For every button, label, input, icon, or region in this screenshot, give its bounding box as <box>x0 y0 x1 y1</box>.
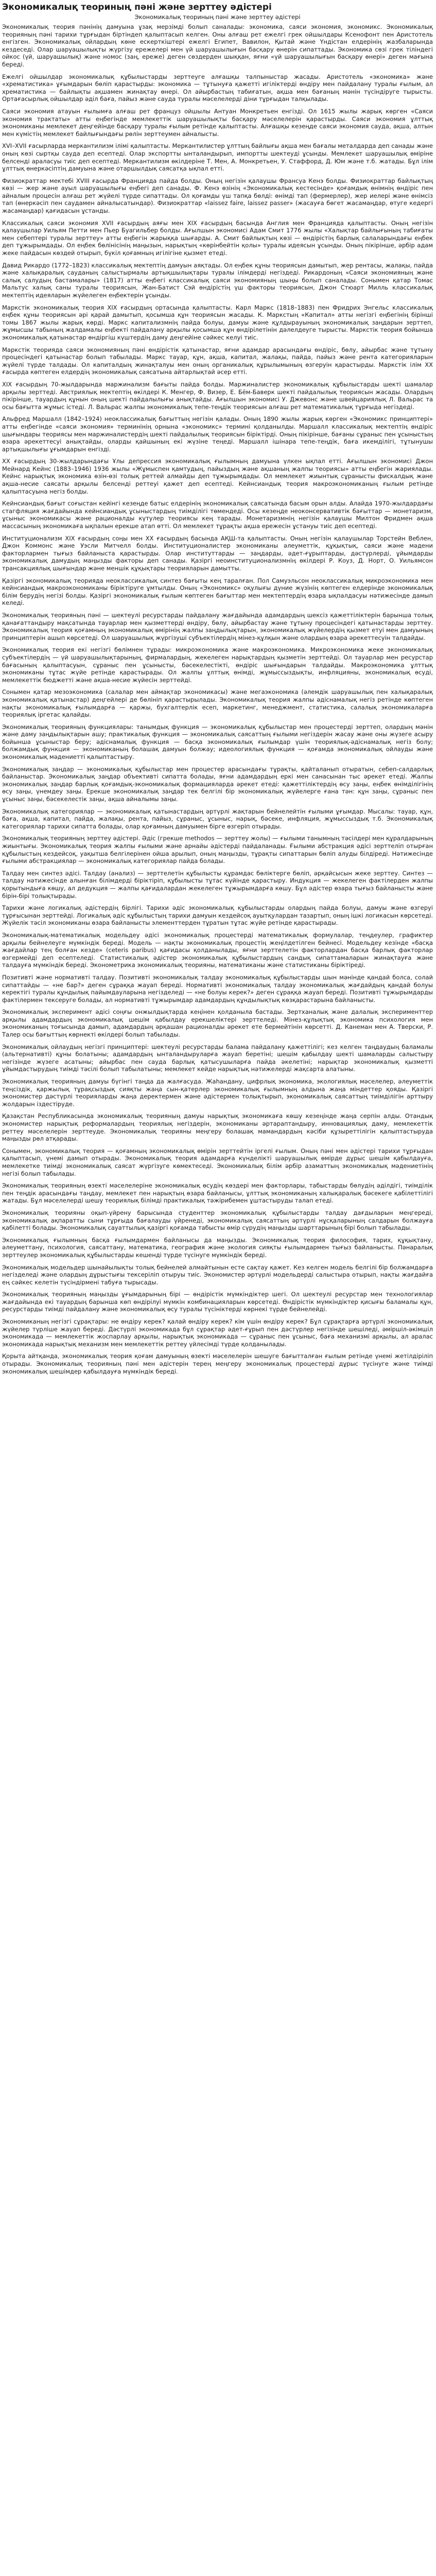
paragraph: Давид Рикардо (1772–1823) классикалық мектептің дамуын аяқтады. Ол еңбек құны теориясын дамытып, жер рентасы, жалақы, пайда және халықаралық сауданың салыстырмалы артықшылықтары туралы ілімдерді негіздеді. Рикардоның «Саяси экономияның және салық салудың бастамалары» (1817) атты еңбегі классикалық саяси экономияның шыңы болып саналады. Сонымен қатар Томас Мальтус халық саны туралы теориясын, Жан-Батист Сэй өндірістің үш факторы теориясын, Джон Стюарт Милль классикалық мектептің идеяларын жүйелеген еңбектерін ұсынды. <box>2 261 433 299</box>
paragraph: Экономикалық теорияның пәні — шектеулі ресурстарды пайдалану жағдайында адамдардың шексіз қажеттіліктерін барынша толық қанағаттандыру мақсатында тауарлар мен қызметтерді өндіру, бөлу, айырбастау және тұтыну процесіндегі қатынастарды зерттеу. Экономикалық теория қоғамның экономикалық өмірінің жалпы заңдылықтарын, экономикалық жүйелердің қызмет етуі мен дамуының принциптерін ашып көрсетеді. Ол шаруашылық жүргізуші субъектілердің мінез-құлқын және олардың өзара әрекеттесуін талдайды. <box>2 611 433 641</box>
paragraph: Маркстік экономикалық теория XIX ғасырдың ортасында қалыптасты. Карл Маркс (1818–1883) пен Фридрих Энгельс классикалық еңбек құны теориясын әрі қарай дамытып, қосымша құн теориясын жасады. К. Маркстың «Капитал» атты негізгі еңбегінің бірінші томы 1867 жылы жарық көрді. Маркс капитализмнің пайда болуы, дамуы және құлдырауының экономикалық заңдарын зерттеп, жұмысшы табының жалдамалы еңбекті пайдалану арқылы қосымша құн өндірілетінін дәлелдеуге тырысты. Маркстік теория бойынша экономикалық қатынастар өндіргіш күштердің даму деңгейіне сәйкес келуі тиіс. <box>2 303 433 341</box>
paragraph: Экономикалық теорияны оқып-үйрену барысында студенттер экономикалық құбылыстарды талдау дағдыларын меңгереді, экономикалық ақпаратты сыни тұрғыда бағалауды үйренеді, экономикалық саясаттың әртүрлі нұсқаларының салдарын болжауға қабілетті болады. Экономикалық сауаттылық қазіргі қоғамда табысты өмір сүрудің маңызды шарттарының бірі болып табылады. <box>2 1209 433 1232</box>
paragraph: Экономикалық ғылымның басқа ғылымдармен байланысы да маңызды. Экономикалық теория философия, тарих, құқықтану, әлеуметтану, психология, саясаттану, математика, география және экология сияқты ғылымдармен тығыз байланысты. Пәнаралық зерттеулер экономикалық құбылыстарды кешенді түрде түсінуге мүмкіндік береді. <box>2 1236 433 1259</box>
paragraph: Экономикалық эксперимент әдісі соңғы онжылдықтарда кеңінен қолданыла бастады. Зертханалық және далалық эксперименттер арқылы адамдардың экономикалық шешім қабылдау ерекшеліктері зерттеледі. Мінез-құлықтық экономика психология мен экономиканың тоғысында дамып, адамдардың әрқашан рационалды әрекет ете бермейтінін көрсетті. Д. Канеман мен А. Тверски, Р. Талер осы бағыттың көрнекті өкілдері болып табылады. <box>2 1008 433 1039</box>
paragraph: Экономикалық теорияның өзекті мәселелеріне экономикалық өсудің көздері мен факторлары, табыстарды бөлудің әділдігі, тиімділік пен теңдік арасындағы таңдау, мемлекет пен нарықтың өзара байланысы, ұлттық экономиканың халықаралық бәсекеге қабілеттілігі жатады. Бұл мәселелерді шешу теориялық білімді практикалық тәжірибемен ұштастыруды талап етеді. <box>2 1182 433 1205</box>
page-subtitle: Экономикалық теориның пәні және зерттеу әдістері <box>134 13 301 21</box>
paragraph: XVI–XVII ғасырларда меркантилизм ілімі қалыптасты. Меркантилистер ұлттың байлығы ақша мен бағалы металдарда деп санады және оның көзі сыртқы сауда деп есептеді. Олар экспортты ынталандырып, импортты шектеуді ұсынды. Мемлекет шаруашылық өміріне белсенді араласуы тиіс деп есептеді. Меркантилизм өкілдеріне Т. Мен, А. Монкретьен, У. Стаффорд, Д. Юм және т.б. жатады. Бұл ілім ұлттық өнеркәсіптің дамуына және отаршылдық саясатқа ықпал етті. <box>2 142 433 173</box>
paragraph: Қазіргі экономикалық теорияда неоклассикалық синтез бағыты кең таралған. Пол Самуэльсон неоклассикалық микроэкономика мен кейнсиандық макроэкономиканы біріктіруге ұмтылды. Оның «Экономикс» оқулығы дүние жүзінің көптеген елдерінде экономикалық білім берудің негізі болды. Қазіргі экономикалық ғылым көптеген бағыттар мен мектептердің өзара ықпалдасуы нәтижесінде дамып келеді. <box>2 577 433 607</box>
paragraph: Экономикалық теорияның зерттеу әдістері. Әдіс (грекше methodos — зерттеу жолы) — ғылыми танымның тәсілдері мен құралдарының жиынтығы. Экономикалық теория жалпы ғылыми және арнайы әдістерді пайдаланады. Ғылыми абстракция әдісі зерттеліп отырған құбылыстың кездейсоқ, уақытша белгілерінен ойша арылып, оның маңызды, тұрақты сипаттарын бөліп алуды білдіреді. Нәтижесінде ғылыми абстракциялар — экономикалық категориялар пайда болады. <box>2 835 433 865</box>
paragraph: Экономикалық категориялар — экономикалық қатынастардың әртүрлі жақтарын бейнелейтін ғылыми ұғымдар. Мысалы: тауар, құн, баға, ақша, капитал, пайда, жалақы, рента, пайыз, сұраныс, ұсыныс, нарық, бәсеке, инфляция, жұмыссыздық т.б. Экономикалық категориялар тарихи сипатта болады, олар қоғамның дамуымен бірге өзгеріп отырады. <box>2 807 433 830</box>
paragraph: XX ғасырдың 30-жылдарындағы Ұлы депрессия экономикалық ғылымның дамуына үлкен ықпал етті. Ағылшын экономисі Джон Мейнард Кейнс (1883–1946) 1936 жылы «Жұмыспен қамтудың, пайыздың және ақшаның жалпы теориясы» атты еңбегін жариялады. Кейнс нарықтық экономика өзін-өзі толық реттей алмайды деп тұжырымдады. Ол мемлекет жиынтық сұранысты фискалдық және ақша-несие саясаты арқылы белсенді реттеуі қажет деп есептеді. Кейнсиандық теория макроэкономиканың ғылым ретінде қалыптасуына негіз болды. <box>2 457 433 495</box>
paragraph: Сонымен қатар мезоэкономика (салалар мен аймақтар экономикасы) және мегаэкономика (әлемдік шаруашылық пен халықаралық экономикалық қатынастар) деңгейлері де бөлініп қарастырылады. Экономикалық теория жалпы әдіснамалық негіз ретінде көптеген нақты экономикалық ғылымдарға — қаржы, бухгалтерлік есеп, маркетинг, менеджмент, статистика, салалық экономикаларға теориялық іргетас қалайды. <box>2 688 433 719</box>
paragraph: Экономикалық теорияның маңызды ұғымдарының бірі — өндірістік мүмкіндіктер шегі. Ол шектеулі ресурстар мен технологиялар жағдайында екі тауардың барынша көп өндірілуі мүмкін комбинацияларын көрсетеді. Өндірістік мүмкіндіктер қисығы баламалы құн, ресурстарды тиімді пайдалану және экономикалық өсу туралы түсініктерді көрнекі түрде бейнелейді. <box>2 1291 433 1313</box>
paragraph: Позитивті және нормативті талдау. Позитивті экономикалық талдау экономикалық құбылыстарды шын мәнінде қандай болса, солай сипаттайды — «не бар?» деген сұраққа жауап береді. Нормативті экономикалық талдау экономикалық жағдайдың қандай болуы керектігі туралы құндылық пайымдауларына негізделеді — «не болуы керек?» деген сұраққа жауап береді. Позитивті тұжырымдарды фактілермен тексеруге болады, ал нормативті тұжырымдар адамдардың құндылықтық көзқарастарына байланысты. <box>2 973 433 1004</box>
paragraph: Экономиканың негізгі сұрақтары: не өндіру керек? қалай өндіру керек? кім үшін өндіру керек? Бұл сұрақтарға әртүрлі экономикалық жүйелер түрліше жауап береді. Дәстүрлі экономикада бұл сұрақтар әдет-ғұрып пен дәстүрлер негізінде шешіледі, әміршіл-әкімшіл экономикада — мемлекеттік жоспарлау арқылы, нарықтық экономикада — сұраныс пен ұсыныс, баға механизмі арқылы, ал аралас экономикада нарықтық механизм мен мемлекеттік реттеу үйлесімді түрде қолданылады. <box>2 1318 433 1348</box>
paragraph: Институционализм XIX ғасырдың соңы мен XX ғасырдың басында АҚШ-та қалыптасты. Оның негізін қалаушылар Торстейн Веблен, Джон Коммонс және Уэсли Митчелл болды. Институционалистер экономиканы әлеуметтік, құқықтық, саяси және мәдени факторлармен тығыз байланыста қарастырды. Олар институттарды — заңдарды, әдет-ғұрыптарды, дәстүрлерді, ұйымдарды экономикалық дамудың маңызды факторы деп санады. Қазіргі неоинституционализмнің өкілдері Р. Коуз, Д. Норт, О. Уильямсон трансакциялық шығындар және меншік құқықтары теорияларын дамытты. <box>2 534 433 572</box>
paragraph: Маркстік теорияда саяси экономияның пәні өндірістік қатынастар, яғни адамдар арасындағы өндіріс, бөлу, айырбас және тұтыну процесіндегі қатынастар болып табылады. Маркс тауар, құн, ақша, капитал, жалақы, пайда, пайыз және рента категорияларын жүйелі түрде талдады. Ол капиталдың жинақталуы мен оның органикалық құрылымының өзгеруін қарастырды. Маркстік ілім XX ғасырда көптеген елдердің экономикалық саясатына айтарлықтай әсер етті. <box>2 346 433 376</box>
paragraph: Физиократтар мектебі XVIII ғасырда Францияда пайда болды. Оның негізін қалаушы Франсуа Кенэ болды. Физиократтар байлықтың көзі — жер және ауыл шаруашылығы еңбегі деп санады. Ф. Кенэ өзінің «Экономикалық кестесінде» қоғамдық өнімнің өндіріс пен айналым процесін алғаш рет жүйелі түрде сипаттады. Ол қоғамды үш тапқа бөлді: өнімді тап (фермерлер), жер иелері және өнімсіз тап (өнеркәсіп пен саудамен айналысатындар). Физиократтар «laissez faire, laissez passer» (жасауға бөгет жасамаңдар, өтуге кедергі жасамаңдар) қағидасын ұстанды. <box>2 177 433 215</box>
paragraph: Сонымен, экономикалық теория — қоғамның экономикалық өмірін зерттейтін іргелі ғылым. Оның пәні мен әдістері тарихи тұрғыдан қалыптасып, үнемі дамып отырады. Экономикалық теория адамдарға күнделікті шаруашылық өмірде дұрыс шешім қабылдауға, мемлекетке тиімді экономикалық саясат жүргізуге көмектеседі. Экономикалық білім әрбір азаматтың экономикалық мәдениетінің негізі болып табылады. <box>2 1147 433 1177</box>
paragraph: Классикалық саяси экономия XVII ғасырдың аяғы мен XIX ғасырдың басында Англия мен Францияда қалыптасты. Оның негізін қалаушылар Уильям Петти мен Пьер Буагильбер болды. Ағылшын экономисі Адам Смит 1776 жылы «Халықтар байлығының табиғаты мен себептері туралы зерттеу» атты еңбегін жарыққа шығарды. А. Смит байлықтың көзі — өндірістің барлық салаларындағы еңбек деп тұжырымдады. Ол еңбек бөлінісінің маңызын, нарықтың «көрінбейтін қолы» туралы идеясын ұсынды. Оның пікірінше, әрбір адам жеке пайдасын көздей отырып, бүкіл қоғамның игілігіне қызмет етеді. <box>2 219 433 257</box>
paragraph: Экономикалық модельдер шынайылықты толық бейнелей алмайтынын есте сақтау қажет. Кез келген модель белгілі бір болжамдарға негізделеді және олардың дұрыстығы тексеріліп отыруы тиіс. Экономистер әртүрлі модельдерді салыстыра отырып, нақты жағдайға ең сәйкес келетін түсіндірмені табуға тырысады. <box>2 1263 433 1286</box>
article-body <box>2 23 433 1375</box>
paragraph: Альфред Маршалл (1842–1924) неоклассикалық бағыттың негізін қалады. Оның 1890 жылы жарық көрген «Экономикс принциптері» атты еңбегінде «саяси экономия» терминінің орнына «экономикс» термині қолданылды. Маршалл классикалық мектептің өндіріс шығындары теориясы мен маржиналистердің шекті пайдалылық теориясын біріктірді. Оның пікірінше, бағаны сұраныс пен ұсыныстың өзара әрекеттесуі анықтайды, оларды қайшының екі жүзіне теңеді. Маршалл ішінара тепе-теңдік, баға икемділігі, тұтынушы артықшылығы ұғымдарын енгізді. <box>2 415 433 453</box>
paragraph: Талдау мен синтез әдісі. Талдау (анализ) — зерттелетін құбылысты құрамдас бөліктерге бөліп, әрқайсысын жеке зерттеу. Синтез — талдау нәтижесінде алынған білімдерді біріктіріп, құбылысты тұтас күйінде қарастыру. Индукция — жекелеген фактілерден жалпы қорытындыға көшу, ал дедукция — жалпы қағидалардан жекелеген тұжырымдарға көшу. Бұл әдістер өзара тығыз байланысты және бірін-бірі толықтырады. <box>2 869 433 900</box>
paragraph: Тарихи және логикалық әдістердің бірлігі. Тарихи әдіс экономикалық құбылыстарды олардың пайда болуы, дамуы және өзгеруі тұрғысынан зерттейді. Логикалық әдіс құбылыстың тарихи дамуын кездейсоқ ауытқулардан тазартып, оның ішкі логикасын көрсетеді. Жүйелік тәсіл экономиканы өзара байланысты элементтерден тұратын тұтас жүйе ретінде қарастырады. <box>2 904 433 927</box>
paragraph: Экономикалық заңдар — экономикалық құбылыстар мен процестер арасындағы тұрақты, қайталанып отыратын, себеп-салдарлық байланыстар. Экономикалық заңдар объективті сипатта болады, яғни адамдардың еркі мен санасынан тыс әрекет етеді. Жалпы экономикалық заңдар барлық қоғамдық-экономикалық формацияларда әрекет етеді: қажеттіліктердің өсу заңы, еңбек өнімділігінің өсу заңы, үнемдеу заңы. Ерекше экономикалық заңдар тек белгілі бір экономикалық жүйелерге ғана тән: құн заңы, сұраныс пен ұсыныс заңы, бәсекелестік заңы, ақша айналымы заңы. <box>2 765 433 803</box>
paragraph: XIX ғасырдың 70-жылдарында маржинализм бағыты пайда болды. Маржиналистер экономикалық құбылыстарды шекті шамалар арқылы зерттеді. Австриялық мектептің өкілдері К. Менгер, Ф. Визер, Е. Бём-Баверк шекті пайдалылық теориясын жасады. Олардың пікірінше, тауардың құнын оның шекті пайдалылығы анықтайды. Ағылшын экономисі У. Джевонс және швейцариялық Л. Вальрас та осы бағытта жұмыс істеді. Л. Вальрас жалпы экономикалық тепе-теңдік теориясын алғаш рет математикалық тұрғыда негіздеді. <box>2 380 433 411</box>
paragraph: Экономикалық теория екі негізгі бөлімнен тұрады: микроэкономика және макроэкономика. Микроэкономика жеке экономикалық субъектілердің — үй шаруашылықтарының, фирмалардың, жекелеген нарықтардың қызметін зерттейді. Ол тауарлар мен ресурстар бағасының қалыптасуын, сұраныс пен ұсынысты, бәсекелестікті, өндіріс шығындарын талдайды. Макроэкономика ұлттық экономиканы тұтас жүйе ретінде қарастырады. Ол жалпы ұлттық өнімді, жұмыссыздықты, инфляцияны, экономикалық өсуді, мемлекеттік бюджетті және ақша-несие жүйесін зерттейді. <box>2 646 433 684</box>
paragraph: Қазақстан Республикасында экономикалық теорияның дамуы нарықтық экономикаға көшу кезеңінде жаңа серпін алды. Отандық экономистер нарықтық реформалардың теориялық негіздерін, экономиканы әртараптандыру, инновациялық даму, мемлекеттік реттеу мәселелерін зерттеуде. Экономикалық теорияны меңгеру болашақ мамандардың кәсіби құзыреттілігін қалыптастыруда маңызды рөл атқарады. <box>2 1112 433 1143</box>
paragraph: Қорыта айтқанда, экономикалық теория қоғам дамуының өзекті мәселелерін шешуге бағытталған ғылым ретінде үнемі жетілдіріліп отырады. Экономикалық теорияның пәні мен әдістерін терең меңгеру экономикалық процестерді дұрыс түсінуге және тиімді экономикалық шешімдер қабылдауға мүмкіндік береді. <box>2 1352 433 1375</box>
paragraph: Ежелгі ойшылдар экономикалық құбылыстарды зерттеуге алғашқы талпыныстар жасады. Аристотель «экономика» және «хрематистика» ұғымдарын бөліп қарастырды: экономика — тұтынуға қажетті игіліктерді өндіру мен пайдалану туралы ғылым, ал хрематистика — байлықты ақшамен жинақтау өнері. Ол айырбастың табиғатын, ақша мен бағаның мәнін түсіндіруге тырысты. Ортағасырлық ойшылдар әділ баға, пайыз және сауда туралы мәселелерді діни тұрғыдан талқылады. <box>2 73 433 103</box>
paragraph: Экономикалық теорияның функциялары: танымдық функция — экономикалық құбылыстар мен процестерді зерттеп, олардың мәнін және даму заңдылықтарын ашу; практикалық функция — экономикалық саясаттың ғылыми негіздерін жасау және оны жүзеге асыру бойынша ұсыныстар беру; әдіснамалық функция — басқа экономикалық ғылымдар үшін теориялық-әдіснамалық негіз болу; болжамдық функция — экономиканың болашақ дамуын болжау; идеологиялық функция — қоғамда экономикалық ойлауды және экономикалық мәдениетті қалыптастыру. <box>2 723 433 761</box>
paragraph: Экономикалық теорияның дамуы бүгінгі таңда да жалғасуда. Жаһандану, цифрлық экономика, экологиялық мәселелер, әлеуметтік теңсіздік, қаржылық тұрақсыздық сияқты жаңа сын-қатерлер экономикалық ғылымның алдына жаңа міндеттер қояды. Қазіргі экономистер дәстүрлі теорияларды жаңа деректермен және әдістермен толықтырып, экономикалық саясаттың тиімділігін арттыру жолдарын іздестіруде. <box>2 1078 433 1108</box>
paragraph: Экономикалық-математикалық модельдеу әдісі экономикалық процестерді математикалық формулалар, теңдеулер, графиктер арқылы бейнелеуге мүмкіндік береді. Модель — нақты экономикалық процестің жеңілдетілген бейнесі. Модельдеу кезінде «басқа жағдайлар тең болған кезде» (ceteris paribus) қағидасы қолданылады, яғни зерттелетін факторлардан басқа барлық факторлар өзгермейді деп есептеледі. Статистикалық әдістер экономикалық құбылыстардың сандық сипаттамаларын жинақтауға және талдауға мүмкіндік береді. Эконометрика экономикалық теорияны, математиканы және статистиканы біріктіреді. <box>2 931 433 969</box>
paragraph: Экономикалық теория пәнінің дамуына ұзақ мерзімді болып саналады: экономика, саяси экономия, экономикс. Экономикалық теорияның пәні тарихи тұрғыдан біртіндеп қалыптасып келген. Оны алғаш рет ежелгі грек ойшылдары Ксенофонт пен Аристотель енгізген. Экономикалық ойлардың көне ескерткіштері ежелгі Египет, Вавилон, Қытай және Үндістан елдерінің жазбаларында кездеседі. Олар шаруашылықты жүргізу ережелері мен үй шаруашылығын басқару өнерін сипаттады. Экономика сөзі грек тіліндегі ойкос (үй, шаруашылық) және номос (заң, ереже) деген сөздерден шыққан, яғни «үй шаруашылығын басқару өнері» деген мағына береді. <box>2 23 433 68</box>
paragraph: Кейнсиандық бағыт соғыстан кейінгі кезеңде батыс елдерінің экономикалық саясатында басым орын алды. Алайда 1970-жылдардағы стагфляция жағдайында кейнсиандық ұсыныстардың тиімділігі төмендеді. Осы кезеңде неоконсервативтік бағыттар — монетаризм, ұсыныс экономикасы және рационалды күтулер теориясы кең тарады. Монетаризмнің негізін қалаушы Милтон Фридмен ақша массасының экономикаға ықпалын ерекше атап өтті. Ол мемлекет тұрақты ақша ережесін ұстануы тиіс деп есептеді. <box>2 500 433 530</box>
paragraph: Экономикалық ойлаудың негізгі принциптері: шектеулі ресурстарды балама пайдалану қажеттілігі; кез келген таңдаудың баламалы (альтернативті) құны болатыны; адамдардың ынталандыруларға жауап беретіні; шешім қабылдау шекті шамаларды салыстыру негізінде жүзеге асатыны; айырбас пен сауда барлық қатысушыларға пайда әкелетіні; нарықтар экономикалық қызметті ұйымдастырудың тиімді тәсілі болып табылатыны; мемлекет кейде нарықтық нәтижелерді жақсарта алатыны. <box>2 1043 433 1073</box>
page-title: Экономикалық теориның пәні және зерттеу әдістері <box>2 2 272 12</box>
paragraph: Саяси экономия атауын ғылымға алғаш рет француз ойшылы Антуан Монкретьен енгізді. Ол 1615 жылы жарық көрген «Саяси экономия трактаты» атты еңбегінде мемлекеттік шаруашылықты басқару мәселелерін қарастырды. Саяси экономия ұлттық экономиканы мемлекет деңгейінде басқару туралы ғылым ретінде қалыптасты. Алғашқы кезеңде саяси экономия сауда, ақша, алтын мен күмістің мемлекет байлығындағы рөлін зерттеумен айналысты. <box>2 107 433 138</box>
